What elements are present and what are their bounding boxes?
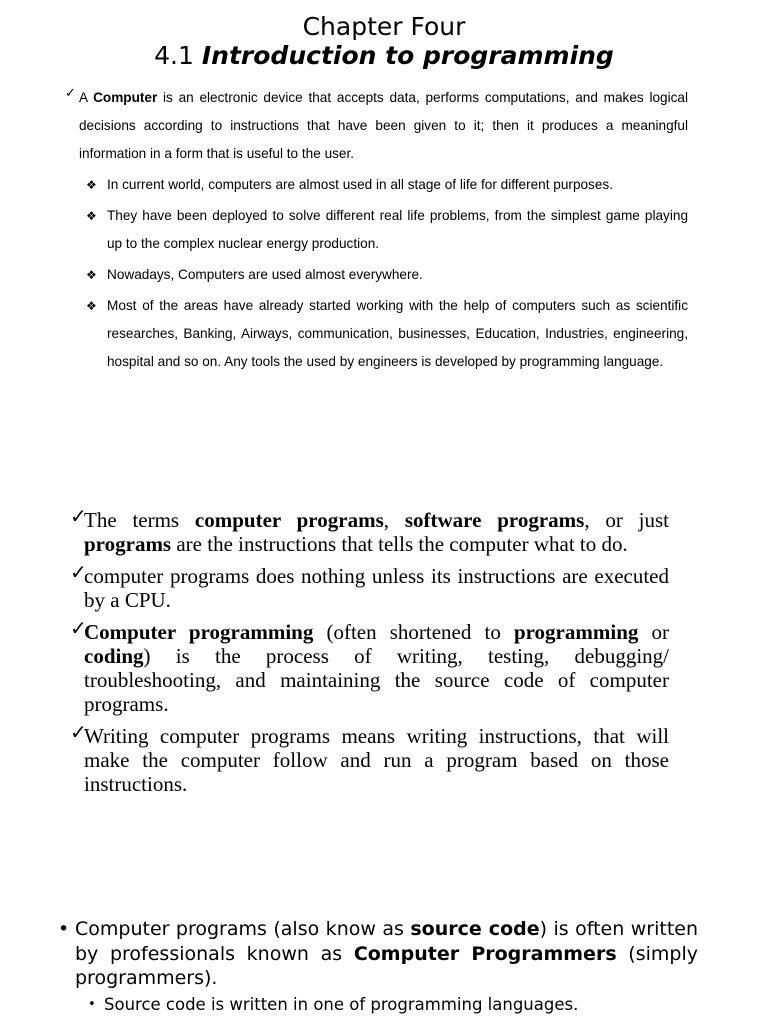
bullet-icon: • bbox=[88, 996, 96, 1012]
diamond-bullet-icon: ❖ bbox=[86, 178, 97, 192]
list-item: ❖ Most of the areas have already started working with the help of computers such as scientific researches, Banking, Airways, communication, businesses, Education, Industries, engineering, hospital and so on. Any tools the used by engineers is developed by programming language. bbox=[65, 292, 688, 376]
list-item: ✓ Writing computer programs means writing instructions, that will make the computer follow and run a program based on those instructions. bbox=[70, 720, 669, 796]
bullet-icon: • bbox=[58, 918, 70, 940]
list-item: ✓ The terms computer programs, software programs, or just programs are the instructions that tells the computer what to do. bbox=[70, 504, 669, 556]
list-item: ❖ In current world, computers are almost used in all stage of life for different purposes. bbox=[65, 171, 688, 199]
intro-section bbox=[65, 84, 688, 376]
programs-section bbox=[70, 504, 670, 804]
list-item: ❖ Nowadays, Computers are used almost everywhere. bbox=[65, 261, 688, 289]
section-number: 4.1 bbox=[154, 41, 194, 70]
list-item: • Computer programs (also know as source code) is often written by professionals known as Computer Programmers (simply programmers). bbox=[58, 918, 698, 989]
diamond-bullet-icon: ❖ bbox=[86, 268, 97, 282]
checkmark-icon: ✓ bbox=[70, 720, 87, 744]
diamond-bullet-icon: ❖ bbox=[86, 209, 97, 223]
list-item: ✓ computer programs does nothing unless its instructions are executed by a CPU. bbox=[70, 560, 669, 612]
checkmark-icon: ✓ bbox=[65, 86, 76, 101]
term-computer: Computer bbox=[93, 90, 158, 105]
chapter-heading: Chapter Four bbox=[302, 12, 466, 41]
computer-definition: ✓ A Computer is an electronic device that accepts data, performs computations, and makes logical decisions according to instructions that have been given to it; then it produces a meaningful information in a form that is useful to the user. bbox=[65, 84, 688, 168]
diamond-bullet-icon: ❖ bbox=[86, 299, 97, 313]
list-item: ❖ They have been deployed to solve different real life problems, from the simplest game playing up to the complex nuclear energy production. bbox=[65, 202, 688, 258]
section-title-text: Introduction to programming bbox=[201, 41, 614, 70]
list-item: • Source code is written in one of programming languages. bbox=[58, 993, 698, 1017]
checkmark-icon: ✓ bbox=[70, 560, 87, 584]
checkmark-icon: ✓ bbox=[70, 504, 87, 528]
list-item: ✓ Computer programming (often shortened to programming or coding) is the process of writing, testing, debugging/ troubleshooting, and maintaining the source code of computer programs. bbox=[70, 616, 670, 716]
source-code-section bbox=[58, 917, 698, 1017]
checkmark-icon: ✓ bbox=[70, 616, 87, 640]
section-title bbox=[0, 41, 768, 71]
